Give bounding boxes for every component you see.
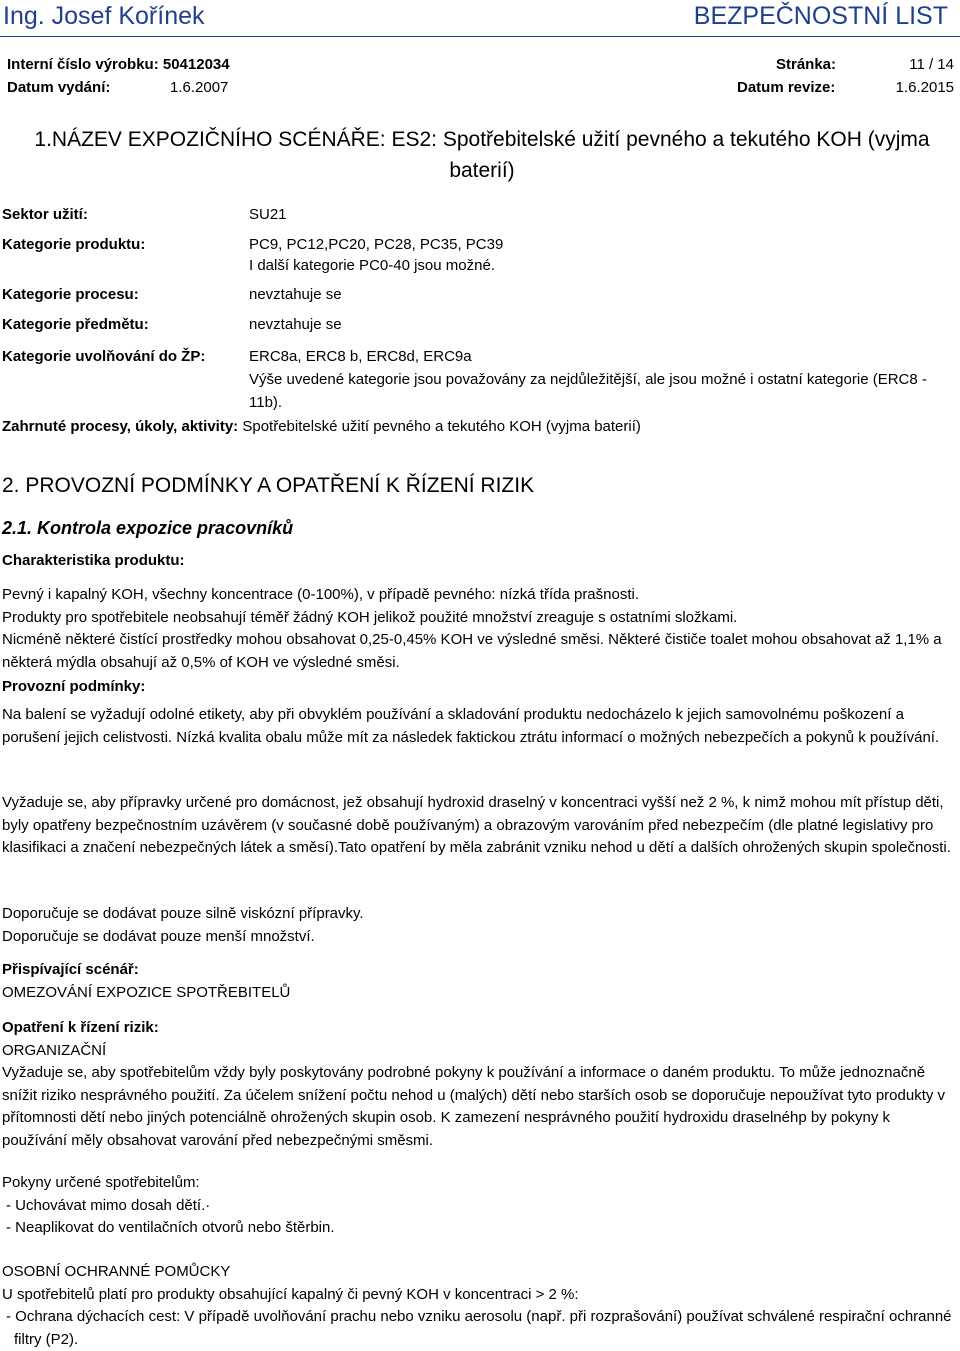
conditions-label: Provozní podmínky:: [2, 678, 146, 695]
product-category-label: Kategorie produktu:: [2, 236, 146, 253]
article-category-value: nevztahuje se: [249, 316, 342, 333]
release-category-note-cont: 11b).: [249, 394, 283, 411]
instruction-item: - Neaplikovat do ventilačních otvorů nebo štěrbin.: [6, 1219, 335, 1236]
product-number: Interní číslo výrobku: 50412034: [7, 56, 230, 73]
process-category-label: Kategorie procesu:: [2, 286, 139, 303]
conditions-text-3: [2, 903, 952, 948]
ppe-heading: OSOBNÍ OCHRANNÉ POMŮCKY: [2, 1263, 231, 1280]
characteristics-text: [2, 584, 952, 674]
organizational-text: Vyžaduje se, aby spotřebitelům vždy byly poskytovány podrobné pokyny k používání a informace o daném produktu. To může jednoznačně snížit riziko nesprávného použití. Za účelem snížení počtu nehod u (malých) dětí nebo starších osob se doporučuje nepoužívat tyto produkty v přítomnosti dětí nebo jiných potenciálně ohrožených skupin osob. K zamezení nesprávného použití hydroxidu draselnéhp by pokyny k používání měly obsahovat varování před nebezpečnými směsmi.: [2, 1064, 946, 1149]
conditions-p4: Doporučuje se dodávat pouze menší množství.: [2, 927, 315, 945]
section1-title: 1.NÁZEV EXPOZIČNÍHO SCÉNÁŘE: ES2: Spotřebitelské užití pevného a tekutého KOH (vyjma baterií): [34, 128, 930, 182]
product-category-value: PC9, PC12,PC20, PC28, PC35, PC39: [249, 236, 504, 253]
release-category-label: Kategorie uvolňování do ŽP:: [2, 348, 206, 365]
processes-label: Zahrnuté procesy, úkoly, aktivity:: [2, 418, 239, 435]
issue-date-label: Datum vydání:: [7, 79, 111, 96]
conditions-text-2: [2, 792, 952, 860]
page-label: Stránka:: [776, 56, 837, 73]
company-name: Ing. Josef Kořínek: [3, 2, 205, 30]
rmm-label: Opatření k řízení rizik:: [2, 1019, 159, 1036]
characteristics-p3: Nicméně některé čistící prostředky mohou obsahovat 0,25-0,45% KOH ve výsledné směsi. Některé čističe toalet mohou obsahovat až 1,1% a některá mýdla obsahují až 0,5% of KOH ve výsledné směsi.: [2, 631, 942, 671]
section2-title: 2. PROVOZNÍ PODMÍNKY A OPATŘENÍ K ŘÍZENÍ RIZIK: [2, 474, 535, 497]
instruction-item: - Uchovávat mimo dosah dětí.·: [6, 1196, 211, 1214]
page-number: 11 / 14: [909, 56, 954, 73]
contributing-scenario: [2, 959, 952, 1004]
processes-row: [2, 418, 641, 435]
conditions-text: [2, 704, 952, 749]
consumer-instructions: [2, 1172, 952, 1240]
ppe-text: U spotřebitelů platí pro produkty obsahující kapalný či pevný KOH v koncentraci > 2 %:: [2, 1285, 579, 1303]
product-characteristics: [2, 550, 952, 573]
section2-1-title: 2.1. Kontrola expozice pracovníků: [2, 518, 294, 538]
conditions-p1: Na balení se vyžadují odolné etikety, aby při obvyklém používání a skladování produktu nedocházelo k jejich samovolnému poškození a porušení jejich celistvosti. Nízká kvalita obalu může mít za následek faktickou ztrátu informací o možných nebezpečích a pokynů k používání.: [2, 706, 940, 746]
header-divider: [0, 36, 960, 37]
product-category-note: I další kategorie PC0-40 jsou možné.: [249, 257, 495, 274]
sector-label: Sektor užití:: [2, 206, 88, 223]
release-category-value: ERC8a, ERC8 b, ERC8d, ERC9a: [249, 348, 472, 365]
instructions-heading: Pokyny určené spotřebitelům:: [2, 1174, 200, 1191]
issue-date: 1.6.2007: [170, 79, 229, 96]
conditions-p2: Vyžaduje se, aby přípravky určené pro domácnost, jež obsahují hydroxid draselný v koncentraci vyšší než 2 %, k nimž mohou mít přístup děti, byly opatřeny bezpečnostním uzávěrem (v současné době používaným) a obrazovým varováním před nebezpečím (dle platné legislativy pro klasifikaci a značení nebezpečných látek a směsí).Tato opatření by měla zabránit vzniku nehod u dětí a dalších ohrožených skupin společnosti.: [2, 794, 951, 856]
conditions-p3: Doporučuje se dodávat pouze silně viskózní přípravky.: [2, 905, 364, 922]
ppe-item: - Ochrana dýchacích cest: V případě uvolňování prachu nebo vzniku aerosolu (např. při rozprašování) používat schválené respirační ochranné filtry (P2).: [6, 1308, 952, 1348]
process-category-value: nevztahuje se: [249, 286, 342, 303]
article-category-label: Kategorie předmětu:: [2, 316, 149, 333]
characteristics-label: Charakteristika produktu:: [2, 552, 185, 569]
ppe-section: [2, 1261, 952, 1351]
sector-value: SU21: [249, 206, 287, 223]
risk-management: [2, 1017, 952, 1152]
processes-value: Spotřebitelské užití pevného a tekutého KOH (vyjma baterií): [238, 418, 641, 435]
revision-date: 1.6.2015: [895, 79, 954, 96]
characteristics-p1: Pevný i kapalný KOH, všechny koncentrace (0-100%), v případě pevného: nízká třída prašnosti.: [2, 586, 640, 603]
characteristics-p2: Produkty pro spotřebitele neobsahují téměř žádný KOH jelikož použité množství zreaguje s ostatními složkami.: [2, 608, 738, 626]
operating-conditions: [2, 676, 952, 699]
release-category-note: Výše uvedené kategorie jsou považovány za nejdůležitější, ale jsou možné i ostatní kategorie (ERC8 -: [249, 371, 927, 388]
revision-date-label: Datum revize:: [737, 79, 836, 96]
organizational-heading: ORGANIZAČNÍ: [2, 1041, 107, 1059]
contributing-value: OMEZOVÁNÍ EXPOZICE SPOTŘEBITELŮ: [2, 983, 291, 1001]
document-type: BEZPEČNOSTNÍ LIST: [693, 2, 948, 30]
contributing-label: Přispívající scénář:: [2, 961, 139, 978]
